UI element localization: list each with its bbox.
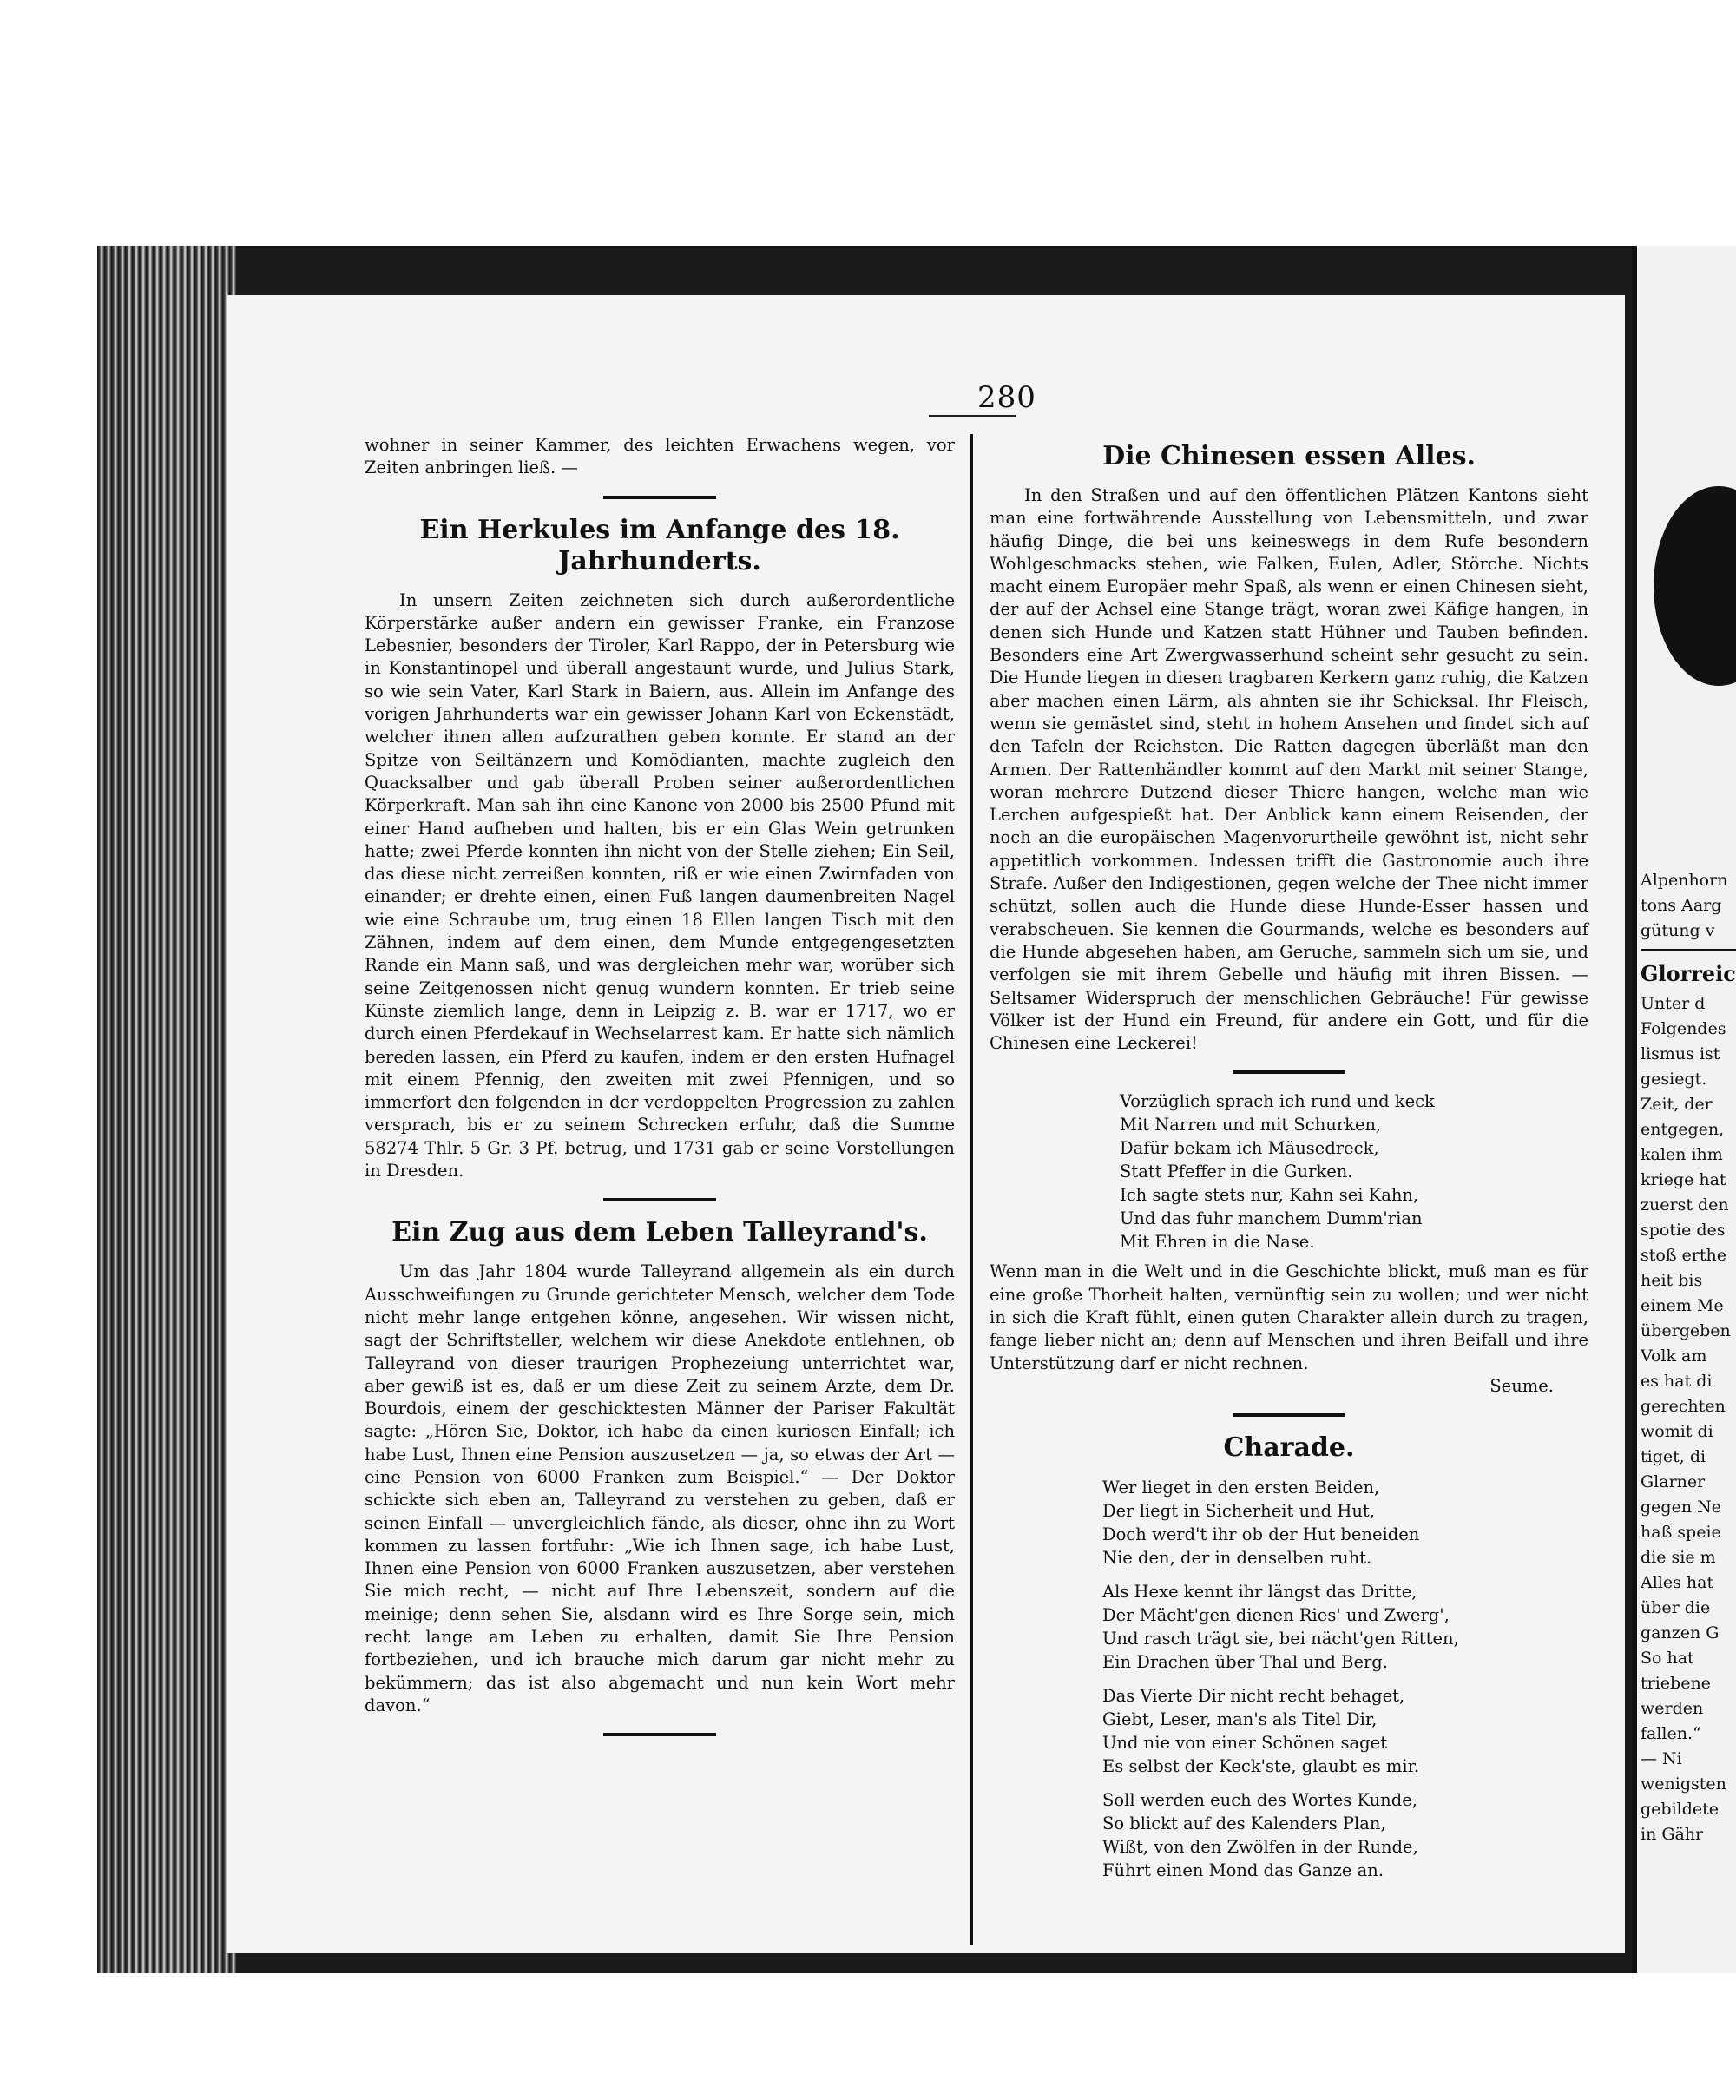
charade-stanza xyxy=(1102,1476,1588,1570)
charade-line: So blickt auf des Kalenders Plan, xyxy=(1102,1814,1386,1834)
next-page-fragment: entgegen, xyxy=(1641,1120,1725,1139)
next-page-fragment: zuerst den xyxy=(1641,1195,1729,1215)
next-page-fragment: gerechten xyxy=(1641,1397,1726,1416)
next-page-fragment: übergeben xyxy=(1641,1321,1731,1340)
charade-line: Es selbst der Keck'ste, glaubt es mir. xyxy=(1102,1756,1420,1777)
poem-line: Mit Ehren in die Nase. xyxy=(1120,1232,1315,1253)
next-page-fragment: gütung v xyxy=(1641,921,1715,940)
next-page-fragment: spotie des xyxy=(1641,1221,1726,1240)
next-page-fragment: werden xyxy=(1641,1699,1704,1718)
charade-line: Nie den, der in denselben ruht. xyxy=(1102,1548,1372,1569)
next-page-fragment: kalen ihm xyxy=(1641,1145,1723,1164)
next-page-fragment: Zeit, der xyxy=(1641,1095,1713,1114)
next-page-fragment: gegen Ne xyxy=(1641,1498,1721,1517)
next-page-fragment: einem Me xyxy=(1641,1296,1724,1315)
quote-author: Seume. xyxy=(1489,1375,1554,1396)
article-body-talleyrand: Um das Jahr 1804 wurde Talleyrand allgemein als ein durch Ausschweifungen zu Grunde gerichteter Mensch, welcher dem Tode nicht mehr lange entgehen könne, angesehen. Wir wissen nicht, sagt der Schriftsteller, welchem wir diese Anekdote entlehnen, ob Talleyrand von dieser traurigen Prophezeiung unterrichtet war, aber gewiß ist es, daß er um diese Zeit zu seinem Arzte, dem Dr. Bourdois, einem der geschicktesten Männer der Pariser Fakultät sagte: „Hören Sie, Doktor, ich habe da einen kuriosen Einfall; ich habe Lust, Ihnen eine Pension auszusetzen — ja, so etwas der Art — eine Pension von 6000 Franken zum Beispiel.“ — Der Doktor schickte sich eben an, Talleyrand zu verstehen zu geben, daß er seinen Einfall — unvergleichlich fände, als dieser, ohne ihn zu Wort kommen zu lassen fortfuhr: „Wie ich Ihnen sage, ich habe Lust, Ihnen eine Pension von 6000 Franken auszusetzen, aber verstehen Sie mich recht, — nicht auf Ihre Lebenszeit, sondern auf die meinige; denn sehen Sie, alsdann wird es Ihre Sorge sein, mich recht lange am Leben zu erhalten, damit Sie Ihre Pension fortbeziehen, und ich brauche mich darum gar nicht mehr zu bekümmern; das ist also abgemacht und nun kein Wort mehr davon.“ xyxy=(365,1261,955,1715)
next-page-text xyxy=(1641,868,1736,1847)
next-page-fragment: gebildete xyxy=(1641,1800,1720,1819)
next-page-fragment: Unter d xyxy=(1641,994,1706,1013)
charade-line: Das Vierte Dir nicht recht behaget, xyxy=(1102,1686,1405,1707)
article-body-chinesen: In den Straßen und auf den öffentlichen Plätzen Kantons sieht man eine fortwährende Ausstellung von Lebensmitteln, und zwar häufig Dinge, die bei uns keineswegs in dem Rufe besondern Wohlgeschmacks stehen, wie Falken, Eulen, Adler, Störche. Nichts macht einem Europäer mehr Spaß, als wenn er einen Chinesen sieht, der auf der Achsel eine Stange trägt, woran zwei Käfige hangen, in denen sich Hunde und Katzen statt Hühner und Tauben befinden. Besonders eine Art Zwergwasserhund scheint sehr gesucht zu sein. Die Hunde liegen in diesen tragbaren Kerkern ganz ruhig, die Katzen aber machen einen Lärm, als ahnten sie ihr Schicksal. Ihr Fleisch, wenn sie gemästet sind, steht in hohem Ansehen und findet sich auf den Tafeln der Reichsten. Die Ratten dagegen überläßt man den Armen. Der Rattenhändler kommt auf den Markt mit seiner Stange, woran mehrere Dutzend dieser Thiere hangen, welche man wie Lerchen aufgespießt hat. Der Anblick kann einem Reisenden, der noch an die europäischen Magenvorurtheile gewöhnt ist, nicht sehr appetitlich vorkommen. Indessen trifft die Gastronomie auch ihre Strafe. Außer den Indigestionen, gegen welche der Thee nicht immer schützt, sollen auch die Hunde diese Hunde-Esser hassen und verabscheuen. Sie kennen die Gourmands, welche es besonders auf die Hunde abgesehen haben, am Geruche, sammeln sich um sie, und verfolgen sie mit ihrem Gebelle und häufig mit ihren Bissen. — Seltsamer Widerspruch der menschlichen Gebräuche! Für gewisse Völker ist der Hund ein Freund, für andere ein Gott, und für die Chinesen eine Leckerei! xyxy=(990,485,1588,1054)
article-title-herkules: Ein Herkules im Anfange des 18. Jahrhunderts. xyxy=(419,514,900,576)
next-page-heading: Glorreic xyxy=(1641,961,1736,986)
charade-line: Soll werden euch des Wortes Kunde, xyxy=(1102,1790,1417,1811)
quote-text: Wenn man in die Welt und in die Geschichte blickt, muß man es für eine große Thorheit halten, vernünftig sein zu wollen; und wer nicht in sich die Kraft fühlt, einen guten Charakter allein durch zu tragen, fange lieber nicht an; denn auf Menschen und ihren Beifall und ihre Unterstützung darf er nicht rechnen. xyxy=(990,1261,1588,1373)
charade-title: Charade. xyxy=(1223,1432,1355,1464)
left-column xyxy=(365,434,955,1752)
article-body-herkules: In unsern Zeiten zeichneten sich durch außerordentliche Körperstärke außer andern ein gewisser Franke, ein Franzose Lebesnier, besonders der Tiroler, Karl Rappo, der in Petersburg wie in Konstantinopel und überall angestaunt wurde, und Julius Stark, so wie sein Vater, Karl Stark in Baiern, aus. Allein im Anfange des vorigen Jahrhunderts war ein gewisser Johann Karl von Eckenstädt, welcher ihnen allen aufzurathen geben konnte. Er stand an der Spitze von Seiltänzern und Komödianten, machte zugleich den Quacksalber und gab überall Proben seiner außerordentlichen Körperkraft. Man sah ihn eine Kanone von 2000 bis 2500 Pfund mit einer Hand aufheben und halten, bis er ein Glas Wein getrunken hatte; zwei Pferde konnten ihn nicht von der Stelle ziehen; Ein Seil, das diese nicht zerreißen konnten, riß er wie einen Zwirnfaden von einander; er drehte einen, einen Fuß langen daumenbreiten Nagel wie eine Schraube um, trug einen 18 Ellen langen Tisch mit den Zähnen, indem auf dem einen, dem Munde entgegengesetzten Rande ein Mann saß, und was dergleichen mehr war, worüber sich seine Zeitgenossen nicht genug wundern konnten. Er trieb seine Künste ziemlich lange, denn in Leipzig z. B. war er 1717, wo er durch einen Pferdekauf in Wechselarrest kam. Er hatte sich nämlich bereden lassen, ein Pferd zu kaufen, indem er den ersten Hufnagel mit einem Pfennig, den zweiten mit zwei Pfennigen, und so immerfort den folgenden in der verdoppelten Progression zu zahlen versprach, bis er zu seinem Schrecken erfuhr, daß die Summe 58274 Thlr. 5 Gr. 3 Pf. betrug, und 1731 gab er seine Vorstellungen in Dresden. xyxy=(365,589,955,1182)
section-rule xyxy=(603,1733,716,1736)
section-rule xyxy=(1233,1070,1345,1074)
section-rule xyxy=(603,496,716,499)
right-column xyxy=(990,434,1588,1893)
poem xyxy=(1120,1089,1588,1254)
charade-stanza xyxy=(1102,1788,1588,1882)
next-page-fragment: kriege hat xyxy=(1641,1170,1726,1189)
next-page-fragment: triebene xyxy=(1641,1674,1711,1693)
charade-line: Wer lieget in den ersten Beiden, xyxy=(1102,1478,1380,1498)
poem-line: Ich sagte stets nur, Kahn sei Kahn, xyxy=(1120,1185,1419,1206)
next-page-fragment: heit bis xyxy=(1641,1271,1703,1290)
next-page-fragment: stoß erthe xyxy=(1641,1246,1726,1265)
next-page-fragment: tiget, di xyxy=(1641,1447,1706,1466)
next-page-fragment: über die xyxy=(1641,1598,1711,1617)
next-page-fragment: die sie m xyxy=(1641,1548,1716,1567)
charade-line: Als Hexe kennt ihr längst das Dritte, xyxy=(1102,1582,1417,1603)
column-divider xyxy=(970,434,973,1945)
charade-line: Doch werd't ihr ob der Hut beneiden xyxy=(1102,1524,1420,1545)
article-title-talleyrand: Ein Zug aus dem Leben Talleyrand's. xyxy=(391,1217,928,1248)
next-page-fragment: lismus ist xyxy=(1641,1044,1720,1063)
next-page-fragment: Folgendes xyxy=(1641,1019,1726,1038)
poem-line: Dafür bekam ich Mäusedreck, xyxy=(1120,1138,1379,1159)
next-page-fragment: es hat di xyxy=(1641,1372,1713,1391)
charade-line: Ein Drachen über Thal und Berg. xyxy=(1102,1652,1388,1673)
intro-text: wohner in seiner Kammer, des leichten Erwachens wegen, vor Zeiten anbringen ließ. — xyxy=(365,435,955,478)
charade-line: Der liegt in Sicherheit und Hut, xyxy=(1102,1501,1375,1522)
charade-stanza xyxy=(1102,1580,1588,1674)
strip-rule xyxy=(1641,949,1736,951)
charade-poem xyxy=(1102,1476,1588,1882)
next-page-fragment: Glarner xyxy=(1641,1472,1706,1491)
next-page-fragment: womit di xyxy=(1641,1422,1713,1441)
next-page-fragments xyxy=(1641,991,1736,1847)
poem-line: Statt Pfeffer in die Gurken. xyxy=(1120,1162,1353,1182)
section-rule xyxy=(603,1198,716,1201)
next-page-fragment: So hat xyxy=(1641,1649,1694,1668)
next-page-fragment: tons Aarg xyxy=(1641,896,1722,915)
article-title-chinesen: Die Chinesen essen Alles. xyxy=(1102,441,1476,471)
next-page-fragment: haß speie xyxy=(1641,1523,1721,1542)
section-rule xyxy=(1233,1413,1345,1417)
next-page-fragment: Alles hat xyxy=(1641,1573,1714,1592)
page-number-rule xyxy=(929,415,1016,417)
next-page-fragment: fallen.“ xyxy=(1641,1724,1701,1743)
next-page-fragment: — Ni xyxy=(1641,1749,1682,1768)
poem-line: Vorzüglich sprach ich rund und keck xyxy=(1120,1091,1435,1112)
charade-line: Giebt, Leser, man's als Titel Dir, xyxy=(1102,1709,1378,1730)
next-page-fragment: Volk am xyxy=(1641,1346,1707,1366)
charade-line: Und nie von einer Schönen saget xyxy=(1102,1733,1388,1754)
charade-line: Der Mächt'gen dienen Ries' und Zwerg', xyxy=(1102,1605,1450,1626)
poem-line: Mit Narren und mit Schurken, xyxy=(1120,1115,1382,1136)
next-page-fragment: wenigsten xyxy=(1641,1774,1726,1794)
next-page-fragment: gesiegt. xyxy=(1641,1070,1707,1089)
poem-line: Und das fuhr manchem Dumm'rian xyxy=(1120,1208,1423,1229)
next-page-fragment: Alpenhorn xyxy=(1641,871,1728,890)
charade-line: Und rasch trägt sie, bei nächt'gen Ritten, xyxy=(1102,1629,1459,1649)
next-page-fragments-top xyxy=(1641,868,1736,944)
charade-line: Führt einen Mond das Ganze an. xyxy=(1102,1860,1384,1881)
charade-line: Wißt, von den Zwölfen in der Runde, xyxy=(1102,1837,1418,1858)
next-page-fragment: ganzen G xyxy=(1641,1623,1720,1642)
page-edges xyxy=(97,246,236,1973)
page-number: 280 xyxy=(977,380,1036,415)
charade-stanza xyxy=(1102,1684,1588,1778)
next-page-fragment: in Gähr xyxy=(1641,1825,1704,1844)
